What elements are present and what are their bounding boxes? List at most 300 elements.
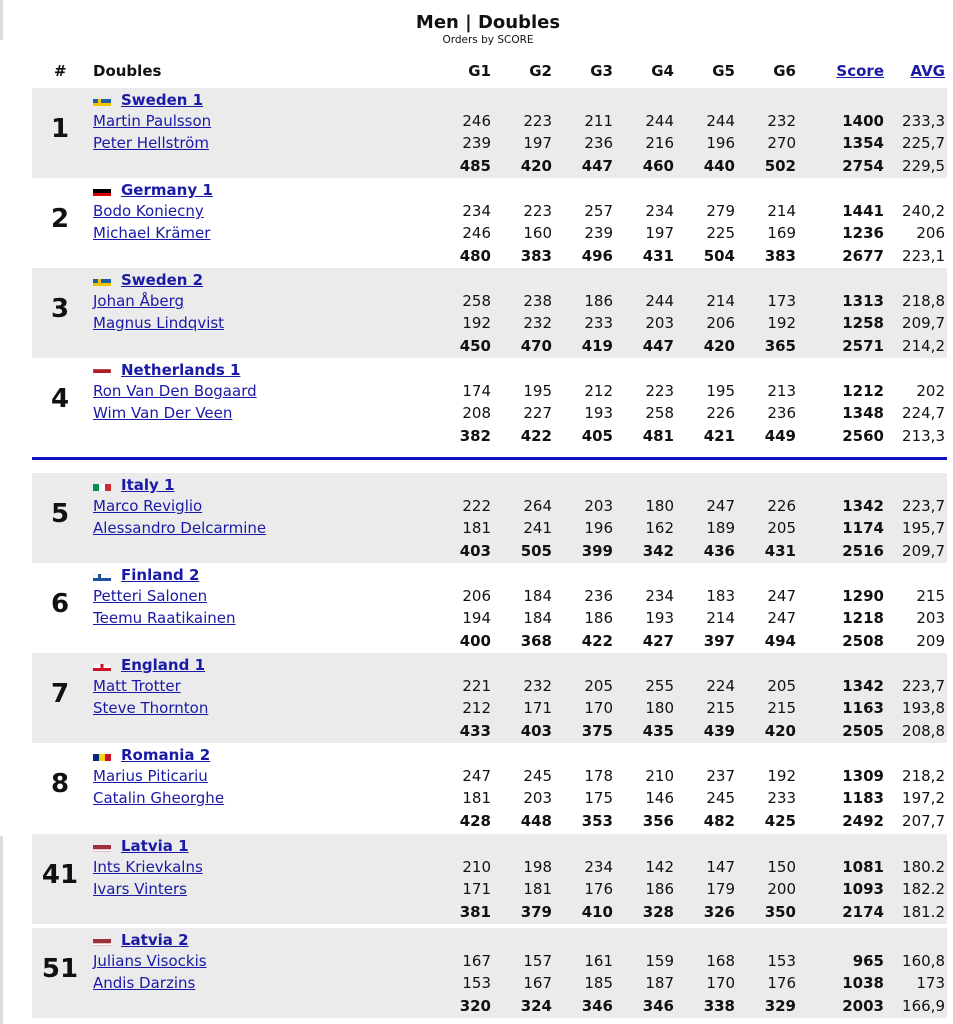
player-game-3: 185 bbox=[584, 974, 613, 992]
player-game-2: 171 bbox=[523, 699, 552, 717]
player-score: 1342 bbox=[842, 677, 884, 695]
player-score: 1236 bbox=[842, 224, 884, 242]
col-g5-header: G5 bbox=[712, 62, 735, 80]
team-total-game-3: 447 bbox=[581, 157, 613, 175]
player-avg: 180.2 bbox=[902, 858, 945, 876]
latvia-flag-icon bbox=[93, 841, 111, 852]
team-total-game-5: 338 bbox=[703, 997, 735, 1015]
player-game-4: 244 bbox=[645, 112, 674, 130]
team-total-avg: 166,9 bbox=[902, 997, 945, 1015]
left-edge-line-bottom bbox=[0, 836, 3, 1024]
player-game-4: 146 bbox=[645, 789, 674, 807]
player-game-4: 223 bbox=[645, 382, 674, 400]
player-avg: 233,3 bbox=[902, 112, 945, 130]
team-total-game-6: 420 bbox=[764, 722, 796, 740]
team-total-avg: 214,2 bbox=[902, 337, 945, 355]
team-total-game-4: 342 bbox=[642, 542, 674, 560]
team-link[interactable]: Netherlands 1 bbox=[121, 361, 241, 379]
team-total-game-5: 421 bbox=[703, 427, 735, 445]
team-total-game-4: 460 bbox=[642, 157, 674, 175]
col-g6-header: G6 bbox=[773, 62, 796, 80]
team-header bbox=[93, 90, 203, 110]
team-total-game-6: 383 bbox=[764, 247, 796, 265]
team-total-game-1: 403 bbox=[459, 542, 491, 560]
team-total-game-1: 381 bbox=[459, 903, 491, 921]
col-g1-header: G1 bbox=[468, 62, 491, 80]
player-game-1: 181 bbox=[462, 789, 491, 807]
team-link[interactable]: Finland 2 bbox=[121, 566, 200, 584]
team-total-game-1: 433 bbox=[459, 722, 491, 740]
team-header bbox=[93, 745, 210, 765]
player-game-1: 194 bbox=[462, 609, 491, 627]
player-score: 1441 bbox=[842, 202, 884, 220]
player-game-1: 171 bbox=[462, 880, 491, 898]
player-score: 1342 bbox=[842, 497, 884, 515]
left-edge-line bbox=[0, 0, 3, 40]
team-link[interactable]: Italy 1 bbox=[121, 476, 175, 494]
player-link[interactable]: Peter Hellström bbox=[93, 134, 209, 152]
col-rank-header: # bbox=[54, 62, 67, 80]
player-game-2: 160 bbox=[523, 224, 552, 242]
player-game-1: 246 bbox=[462, 112, 491, 130]
player-game-5: 179 bbox=[706, 880, 735, 898]
player-avg: 218,2 bbox=[902, 767, 945, 785]
player-game-5: 226 bbox=[706, 404, 735, 422]
player-game-4: 193 bbox=[645, 609, 674, 627]
team-total-game-4: 447 bbox=[642, 337, 674, 355]
player-avg: 182.2 bbox=[902, 880, 945, 898]
player-score: 1212 bbox=[842, 382, 884, 400]
player-game-5: 195 bbox=[706, 382, 735, 400]
player-score: 1290 bbox=[842, 587, 884, 605]
player-game-1: 212 bbox=[462, 699, 491, 717]
team-total-score: 2677 bbox=[842, 247, 884, 265]
player-game-3: 186 bbox=[584, 609, 613, 627]
player-game-6: 247 bbox=[767, 587, 796, 605]
finland-flag-icon bbox=[93, 570, 111, 581]
player-game-2: 184 bbox=[523, 587, 552, 605]
team-total-game-6: 502 bbox=[764, 157, 796, 175]
result-group bbox=[32, 88, 947, 178]
team-total-score: 2492 bbox=[842, 812, 884, 830]
player-avg: 240,2 bbox=[902, 202, 945, 220]
rank-number: 7 bbox=[50, 679, 70, 709]
team-total-game-2: 505 bbox=[520, 542, 552, 560]
player-game-6: 205 bbox=[767, 519, 796, 537]
player-game-2: 264 bbox=[523, 497, 552, 515]
team-total-game-3: 419 bbox=[581, 337, 613, 355]
player-game-3: 233 bbox=[584, 314, 613, 332]
team-link[interactable]: Sweden 2 bbox=[121, 271, 204, 289]
player-game-5: 183 bbox=[706, 587, 735, 605]
player-score: 1309 bbox=[842, 767, 884, 785]
player-game-3: 211 bbox=[584, 112, 613, 130]
team-total-score: 2516 bbox=[842, 542, 884, 560]
player-game-2: 181 bbox=[523, 880, 552, 898]
player-avg: 173 bbox=[916, 974, 945, 992]
player-game-3: 257 bbox=[584, 202, 613, 220]
italy-flag-icon bbox=[93, 480, 111, 491]
player-game-3: 176 bbox=[584, 880, 613, 898]
team-total-game-2: 379 bbox=[520, 903, 552, 921]
team-total-game-1: 480 bbox=[459, 247, 491, 265]
player-game-1: 222 bbox=[462, 497, 491, 515]
rank-number: 6 bbox=[50, 589, 70, 619]
player-game-1: 258 bbox=[462, 292, 491, 310]
team-total-game-1: 450 bbox=[459, 337, 491, 355]
player-game-4: 142 bbox=[645, 858, 674, 876]
team-total-game-5: 504 bbox=[703, 247, 735, 265]
player-game-6: 205 bbox=[767, 677, 796, 695]
team-total-game-4: 346 bbox=[642, 997, 674, 1015]
player-game-1: 181 bbox=[462, 519, 491, 537]
player-game-2: 198 bbox=[523, 858, 552, 876]
player-game-6: 226 bbox=[767, 497, 796, 515]
page-title: Men | Doubles bbox=[415, 12, 561, 33]
player-avg: 223,7 bbox=[902, 677, 945, 695]
player-link[interactable]: Petteri Salonen bbox=[93, 587, 208, 605]
player-game-2: 232 bbox=[523, 677, 552, 695]
player-game-2: 223 bbox=[523, 202, 552, 220]
col-g3-header: G3 bbox=[590, 62, 613, 80]
player-avg: 193,8 bbox=[902, 699, 945, 717]
team-total-game-3: 410 bbox=[581, 903, 613, 921]
player-game-6: 153 bbox=[767, 952, 796, 970]
player-link[interactable]: Ints Krievkalns bbox=[93, 858, 203, 876]
result-group bbox=[32, 834, 947, 924]
player-link[interactable]: Ron Van Den Bogaard bbox=[93, 382, 257, 400]
result-group bbox=[32, 743, 947, 833]
player-score: 965 bbox=[852, 952, 884, 970]
player-game-6: 232 bbox=[767, 112, 796, 130]
result-group bbox=[32, 358, 947, 448]
sort-avg-link[interactable]: AVG bbox=[910, 62, 945, 80]
player-score: 1093 bbox=[842, 880, 884, 898]
team-total-game-3: 422 bbox=[581, 632, 613, 650]
team-total-game-1: 428 bbox=[459, 812, 491, 830]
team-total-game-6: 350 bbox=[764, 903, 796, 921]
player-game-2: 197 bbox=[523, 134, 552, 152]
team-total-game-4: 435 bbox=[642, 722, 674, 740]
team-header bbox=[93, 655, 205, 675]
player-score: 1183 bbox=[842, 789, 884, 807]
col-team-header: Doubles bbox=[93, 62, 162, 80]
player-game-3: 205 bbox=[584, 677, 613, 695]
team-total-game-4: 356 bbox=[642, 812, 674, 830]
player-game-2: 184 bbox=[523, 609, 552, 627]
team-total-score: 2508 bbox=[842, 632, 884, 650]
team-total-score: 2003 bbox=[842, 997, 884, 1015]
team-link[interactable]: Sweden 1 bbox=[121, 91, 204, 109]
player-game-3: 239 bbox=[584, 224, 613, 242]
cutoff-separator bbox=[32, 457, 947, 460]
player-game-4: 234 bbox=[645, 202, 674, 220]
team-total-game-6: 494 bbox=[764, 632, 796, 650]
sweden-flag-icon bbox=[93, 95, 111, 106]
team-total-game-2: 470 bbox=[520, 337, 552, 355]
player-game-5: 244 bbox=[706, 112, 735, 130]
player-game-2: 232 bbox=[523, 314, 552, 332]
player-avg: 203 bbox=[916, 609, 945, 627]
player-game-6: 150 bbox=[767, 858, 796, 876]
player-game-6: 214 bbox=[767, 202, 796, 220]
player-game-6: 173 bbox=[767, 292, 796, 310]
player-game-6: 176 bbox=[767, 974, 796, 992]
player-game-5: 196 bbox=[706, 134, 735, 152]
team-header bbox=[93, 565, 199, 585]
player-score: 1174 bbox=[842, 519, 884, 537]
result-group bbox=[32, 563, 947, 653]
team-header bbox=[93, 360, 240, 380]
player-game-5: 247 bbox=[706, 497, 735, 515]
player-game-4: 187 bbox=[645, 974, 674, 992]
team-link[interactable]: England 1 bbox=[121, 656, 206, 674]
player-game-5: 214 bbox=[706, 292, 735, 310]
player-game-3: 186 bbox=[584, 292, 613, 310]
rank-number: 51 bbox=[41, 954, 79, 984]
team-total-avg: 207,7 bbox=[902, 812, 945, 830]
team-total-score: 2571 bbox=[842, 337, 884, 355]
player-game-4: 234 bbox=[645, 587, 674, 605]
player-game-2: 167 bbox=[523, 974, 552, 992]
rank-number: 4 bbox=[50, 384, 70, 414]
player-link[interactable]: Steve Thornton bbox=[93, 699, 209, 717]
player-link[interactable]: Marco Reviglio bbox=[93, 497, 203, 515]
team-total-game-2: 383 bbox=[520, 247, 552, 265]
team-total-avg: 209 bbox=[916, 632, 945, 650]
player-game-2: 157 bbox=[523, 952, 552, 970]
player-game-5: 215 bbox=[706, 699, 735, 717]
team-total-game-1: 400 bbox=[459, 632, 491, 650]
player-game-3: 212 bbox=[584, 382, 613, 400]
team-total-game-5: 439 bbox=[703, 722, 735, 740]
player-score: 1348 bbox=[842, 404, 884, 422]
team-total-game-4: 328 bbox=[642, 903, 674, 921]
team-total-game-2: 420 bbox=[520, 157, 552, 175]
team-header bbox=[93, 930, 189, 950]
player-link[interactable]: Michael Krämer bbox=[93, 224, 211, 242]
team-total-score: 2560 bbox=[842, 427, 884, 445]
player-game-5: 245 bbox=[706, 789, 735, 807]
team-header bbox=[93, 836, 189, 856]
sweden-flag-icon bbox=[93, 275, 111, 286]
rank-number: 2 bbox=[50, 204, 70, 234]
player-avg: 209,7 bbox=[902, 314, 945, 332]
player-score: 1354 bbox=[842, 134, 884, 152]
player-game-5: 237 bbox=[706, 767, 735, 785]
rank-number: 5 bbox=[50, 499, 70, 529]
player-score: 1400 bbox=[842, 112, 884, 130]
player-link[interactable]: Teemu Raatikainen bbox=[93, 609, 236, 627]
player-game-1: 239 bbox=[462, 134, 491, 152]
romania-flag-icon bbox=[93, 750, 111, 761]
player-avg: 223,7 bbox=[902, 497, 945, 515]
player-game-6: 247 bbox=[767, 609, 796, 627]
player-game-5: 279 bbox=[706, 202, 735, 220]
team-total-game-2: 422 bbox=[520, 427, 552, 445]
team-total-game-6: 365 bbox=[764, 337, 796, 355]
page-subtitle: Orders by SCORE bbox=[442, 34, 534, 46]
player-avg: 218,8 bbox=[902, 292, 945, 310]
player-game-5: 168 bbox=[706, 952, 735, 970]
player-game-4: 255 bbox=[645, 677, 674, 695]
player-game-6: 236 bbox=[767, 404, 796, 422]
player-game-6: 200 bbox=[767, 880, 796, 898]
player-link[interactable]: Magnus Lindqvist bbox=[93, 314, 225, 332]
player-game-5: 147 bbox=[706, 858, 735, 876]
team-total-score: 2754 bbox=[842, 157, 884, 175]
player-avg: 202 bbox=[916, 382, 945, 400]
team-link[interactable]: Germany 1 bbox=[121, 181, 213, 199]
player-avg: 195,7 bbox=[902, 519, 945, 537]
player-game-2: 238 bbox=[523, 292, 552, 310]
player-link[interactable]: Catalin Gheorghe bbox=[93, 789, 225, 807]
player-game-2: 241 bbox=[523, 519, 552, 537]
player-link[interactable]: Matt Trotter bbox=[93, 677, 181, 695]
player-game-4: 216 bbox=[645, 134, 674, 152]
player-avg: 225,7 bbox=[902, 134, 945, 152]
team-total-game-5: 482 bbox=[703, 812, 735, 830]
team-total-game-6: 449 bbox=[764, 427, 796, 445]
player-game-2: 227 bbox=[523, 404, 552, 422]
player-score: 1258 bbox=[842, 314, 884, 332]
player-link[interactable]: Bodo Koniecny bbox=[93, 202, 204, 220]
player-game-2: 203 bbox=[523, 789, 552, 807]
team-total-game-3: 496 bbox=[581, 247, 613, 265]
rank-number: 3 bbox=[50, 294, 70, 324]
result-group bbox=[32, 928, 947, 1018]
player-game-5: 214 bbox=[706, 609, 735, 627]
team-total-game-5: 436 bbox=[703, 542, 735, 560]
player-game-4: 180 bbox=[645, 699, 674, 717]
team-total-game-3: 353 bbox=[581, 812, 613, 830]
team-total-game-1: 382 bbox=[459, 427, 491, 445]
player-game-3: 161 bbox=[584, 952, 613, 970]
team-total-game-4: 427 bbox=[642, 632, 674, 650]
latvia-flag-icon bbox=[93, 935, 111, 946]
player-score: 1163 bbox=[842, 699, 884, 717]
player-link[interactable]: Marius Piticariu bbox=[93, 767, 208, 785]
player-game-6: 192 bbox=[767, 767, 796, 785]
team-total-avg: 223,1 bbox=[902, 247, 945, 265]
rank-number: 8 bbox=[50, 769, 70, 799]
sort-score-link[interactable]: Score bbox=[836, 62, 884, 80]
player-game-3: 175 bbox=[584, 789, 613, 807]
player-game-1: 246 bbox=[462, 224, 491, 242]
team-total-game-1: 320 bbox=[459, 997, 491, 1015]
player-game-3: 193 bbox=[584, 404, 613, 422]
player-game-4: 258 bbox=[645, 404, 674, 422]
player-game-4: 186 bbox=[645, 880, 674, 898]
player-game-4: 180 bbox=[645, 497, 674, 515]
player-game-6: 270 bbox=[767, 134, 796, 152]
team-total-game-2: 324 bbox=[520, 997, 552, 1015]
team-total-avg: 229,5 bbox=[902, 157, 945, 175]
player-game-6: 215 bbox=[767, 699, 796, 717]
player-link[interactable]: Martin Paulsson bbox=[93, 112, 212, 130]
player-game-3: 236 bbox=[584, 134, 613, 152]
player-score: 1218 bbox=[842, 609, 884, 627]
player-game-4: 197 bbox=[645, 224, 674, 242]
team-header bbox=[93, 180, 213, 200]
team-total-avg: 208,8 bbox=[902, 722, 945, 740]
player-game-1: 153 bbox=[462, 974, 491, 992]
player-link[interactable]: Wim Van Der Veen bbox=[93, 404, 233, 422]
player-game-5: 189 bbox=[706, 519, 735, 537]
team-header bbox=[93, 270, 203, 290]
team-total-game-6: 329 bbox=[764, 997, 796, 1015]
result-group bbox=[32, 473, 947, 563]
player-link[interactable]: Julians Visockis bbox=[93, 952, 207, 970]
player-link[interactable]: Andis Darzins bbox=[93, 974, 196, 992]
player-game-3: 170 bbox=[584, 699, 613, 717]
player-game-6: 192 bbox=[767, 314, 796, 332]
player-game-4: 159 bbox=[645, 952, 674, 970]
player-game-4: 203 bbox=[645, 314, 674, 332]
player-game-1: 221 bbox=[462, 677, 491, 695]
player-game-1: 174 bbox=[462, 382, 491, 400]
germany-flag-icon bbox=[93, 185, 111, 196]
team-total-game-3: 346 bbox=[581, 997, 613, 1015]
player-game-1: 206 bbox=[462, 587, 491, 605]
team-total-score: 2505 bbox=[842, 722, 884, 740]
player-game-2: 195 bbox=[523, 382, 552, 400]
england-flag-icon bbox=[93, 660, 111, 671]
netherlands-flag-icon bbox=[93, 365, 111, 376]
team-link[interactable]: Latvia 1 bbox=[121, 837, 189, 855]
player-link[interactable]: Ivars Vinters bbox=[93, 880, 187, 898]
player-game-4: 244 bbox=[645, 292, 674, 310]
player-game-1: 167 bbox=[462, 952, 491, 970]
team-total-game-3: 405 bbox=[581, 427, 613, 445]
team-total-game-1: 485 bbox=[459, 157, 491, 175]
team-total-game-4: 431 bbox=[642, 247, 674, 265]
team-total-game-2: 448 bbox=[520, 812, 552, 830]
team-link[interactable]: Latvia 2 bbox=[121, 931, 189, 949]
player-game-1: 247 bbox=[462, 767, 491, 785]
team-link[interactable]: Romania 2 bbox=[121, 746, 211, 764]
team-total-game-3: 375 bbox=[581, 722, 613, 740]
result-group bbox=[32, 268, 947, 358]
player-link[interactable]: Johan Åberg bbox=[93, 292, 185, 310]
player-game-6: 213 bbox=[767, 382, 796, 400]
player-link[interactable]: Alessandro Delcarmine bbox=[93, 519, 267, 537]
team-total-game-5: 440 bbox=[703, 157, 735, 175]
player-game-3: 203 bbox=[584, 497, 613, 515]
player-game-5: 225 bbox=[706, 224, 735, 242]
player-game-1: 208 bbox=[462, 404, 491, 422]
player-game-3: 196 bbox=[584, 519, 613, 537]
player-game-5: 170 bbox=[706, 974, 735, 992]
team-total-game-2: 368 bbox=[520, 632, 552, 650]
player-game-4: 162 bbox=[645, 519, 674, 537]
team-total-game-6: 431 bbox=[764, 542, 796, 560]
team-total-avg: 213,3 bbox=[902, 427, 945, 445]
player-game-3: 234 bbox=[584, 858, 613, 876]
team-total-game-5: 326 bbox=[703, 903, 735, 921]
player-game-3: 178 bbox=[584, 767, 613, 785]
player-game-2: 223 bbox=[523, 112, 552, 130]
player-game-5: 224 bbox=[706, 677, 735, 695]
rank-number: 1 bbox=[50, 114, 70, 144]
player-game-2: 245 bbox=[523, 767, 552, 785]
player-avg: 197,2 bbox=[902, 789, 945, 807]
team-total-game-3: 399 bbox=[581, 542, 613, 560]
player-game-1: 234 bbox=[462, 202, 491, 220]
player-game-1: 210 bbox=[462, 858, 491, 876]
player-game-5: 206 bbox=[706, 314, 735, 332]
player-game-4: 210 bbox=[645, 767, 674, 785]
